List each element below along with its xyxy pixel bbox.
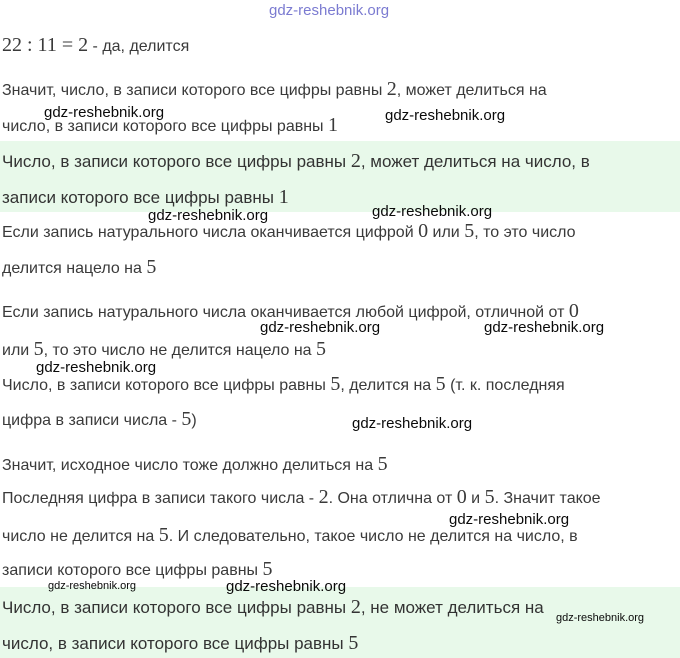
division-equation: 22 : 11 = 2 — [2, 34, 89, 56]
watermark: gdz-reshebnik.org — [36, 359, 157, 376]
watermark: gdz-reshebnik.org — [260, 319, 381, 336]
paragraph-3-line-1: Если запись натурального числа оканчивается любой цифрой, отличной от 0 — [2, 300, 579, 322]
conclusion-1-line-2: записи которого все цифры равны 1 — [2, 186, 289, 208]
paragraph-5: Значит, исходное число тоже должно делиться на 5 — [2, 453, 388, 475]
division-check-line — [2, 34, 189, 57]
paragraph-6-line-1: Последняя цифра в записи такого числа - 2. Она отлична от 0 и 5. Значит такое — [2, 486, 601, 508]
watermark: gdz-reshebnik.org — [385, 107, 506, 124]
watermark: gdz-reshebnik.org — [449, 511, 570, 528]
conclusion-1-line-1: Число, в записи которого все цифры равны 2, может делиться на число, в — [2, 150, 590, 172]
watermark: gdz-reshebnik.org — [44, 104, 165, 121]
watermark: gdz-reshebnik.org — [372, 203, 493, 220]
paragraph-2-line-1: Если запись натурального числа оканчивается цифрой 0 или 5, то это число — [2, 220, 576, 242]
watermark: gdz-reshebnik.org — [148, 207, 269, 224]
paragraph-1-line-2: число, в записи которого все цифры равны 1 — [2, 114, 338, 136]
paragraph-3-line-2: или 5, то это число не делится нацело на 5 — [2, 338, 327, 360]
conclusion-2-line-1: Число, в записи которого все цифры равны 2, не может делиться на — [2, 596, 544, 618]
division-result: - да, делится — [88, 38, 190, 55]
conclusion-2-line-2: число, в записи которого все цифры равны 5 — [2, 632, 359, 654]
watermark: gdz-reshebnik.org — [269, 2, 390, 19]
paragraph-4-line-1: Число, в записи которого все цифры равны 5, делится на 5 (т. к. последняя — [2, 373, 565, 395]
paragraph-6-line-2: число не делится на 5. И следовательно, такое число не делится на число, в — [2, 524, 578, 546]
watermark: gdz-reshebnik.org — [556, 612, 645, 624]
paragraph-2-line-2: делится нацело на 5 — [2, 256, 157, 278]
watermark: gdz-reshebnik.org — [484, 319, 605, 336]
watermark: gdz-reshebnik.org — [352, 415, 473, 432]
paragraph-6-line-3: записи которого все цифры равны 5 — [2, 558, 273, 580]
watermark: gdz-reshebnik.org — [48, 580, 137, 592]
watermark: gdz-reshebnik.org — [226, 578, 347, 595]
paragraph-1-line-1: Значит, число, в записи которого все цифры равны 2, может делиться на — [2, 78, 547, 100]
paragraph-4-line-2: цифра в записи числа - 5) — [2, 408, 197, 430]
